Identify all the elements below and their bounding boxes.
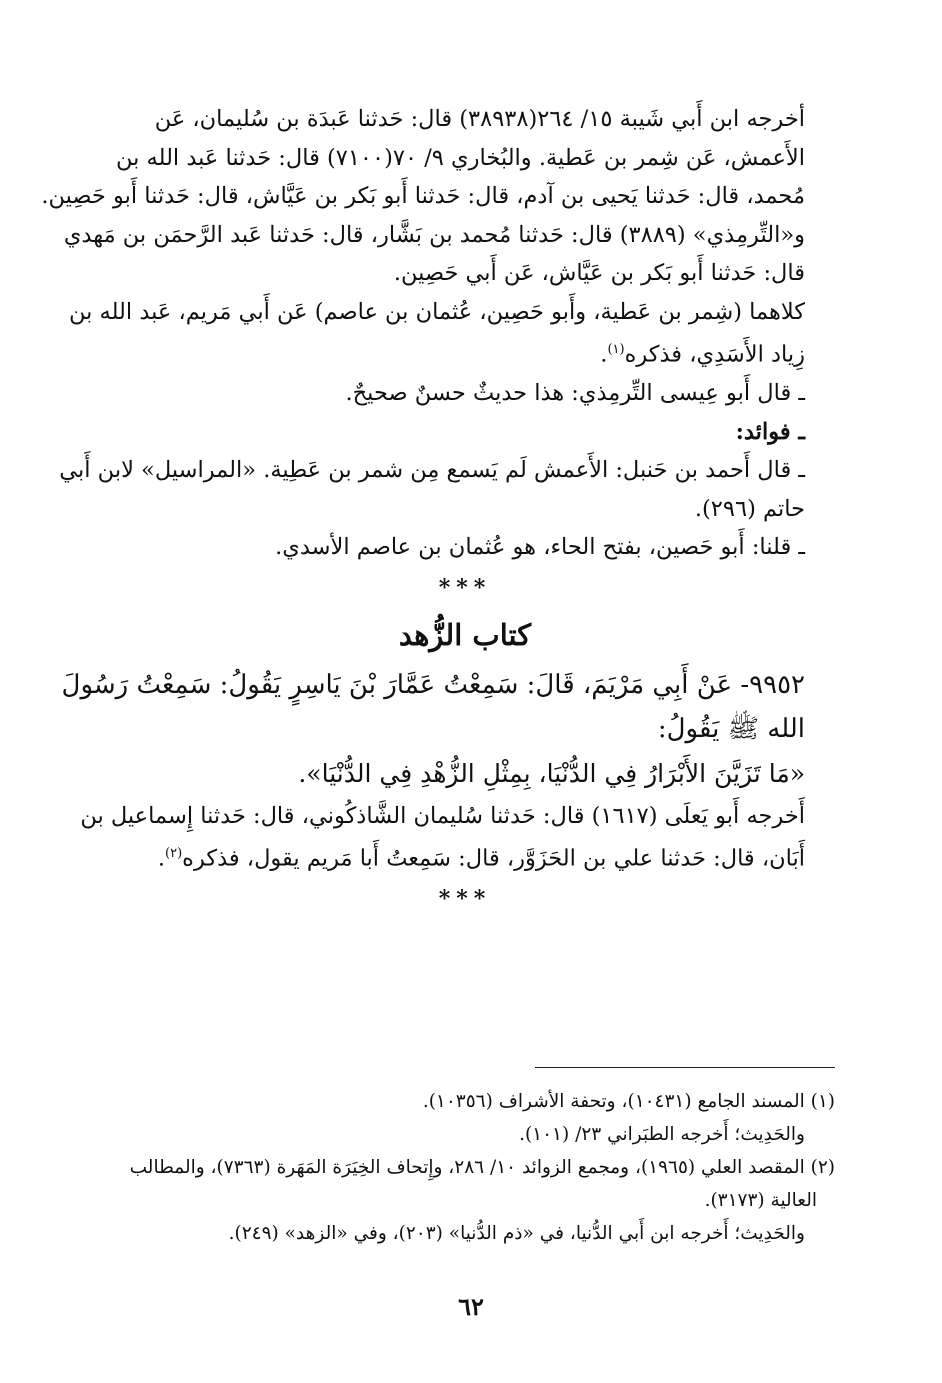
text-line: الله ﷺ يَقُولُ: — [657, 713, 805, 744]
paragraph-takhrij-2 — [80, 797, 835, 879]
chapter-title: كتاب الزُّهد — [398, 617, 532, 652]
footnote-ref-2: (٢) — [165, 846, 183, 861]
footnote-divider — [535, 1067, 835, 1068]
text-fragment: . — [157, 845, 166, 872]
text-fragment: أَبَان، قال: حَدثنا علي بن الحَزَوَّر، قال: سَمِعتُ أَبا مَريم يقول، فذكره — [182, 845, 805, 872]
footnote-line: والحَدِيث؛ أَخرجه ابن أَبي الدُّنيا، في «ذم الدُّنيا» (٢٠٣)، وفي «الزهد» (٢٤٩). — [228, 1223, 805, 1244]
text-fragment: . — [600, 341, 608, 368]
paragraph-kilahuma — [69, 293, 835, 375]
footnote-ref-1: (١) — [607, 342, 625, 357]
text-line: قال: حَدثنا أَبو بَكر بن عَيَّاش، عَن أَبي حَصِين. — [393, 260, 805, 286]
paragraph-takhrij-1 — [41, 100, 835, 293]
text-line: حاتم (٢٩٦). — [694, 495, 805, 522]
section-separator: *** — [438, 886, 492, 912]
text-line: ٩٩٥٢- عَنْ أَبِي مَرْيَمَ، قَالَ: سَمِعْتُ عَمَّارَ بْنَ يَاسِرٍ يَقُولُ: سَمِعْتُ رَسُولَ — [61, 669, 805, 700]
text-line: أَخرجه أَبو يَعلَى (١٦١٧) قال: حَدثنا سُليمان الشَّاذكُوني، قال: حَدثنا إِسماعيل بن — [80, 802, 805, 829]
text-line: و«التِّرمِذي» (٣٨٨٩) قال: حَدثنا مُحمد بن بَشَّار، قال: حَدثنا عَبد الرَّحمَن بن مَهدي — [63, 221, 805, 248]
paragraph-qulna: ـ قلنا: أَبو حَصين، بفتح الحاء، هو عُثمان بن عاصم الأسدي. — [275, 534, 805, 560]
text-line: كلاهما (شِمر بن عَطية، وأَبو حَصِين، عُثمان بن عاصم) عَن أَبي مَريم، عَبد الله بن — [69, 298, 805, 325]
footnotes — [95, 1085, 835, 1250]
footnote-line: العالية (٣١٧٣). — [704, 1190, 817, 1211]
text-line: مُحمد، قال: حَدثنا يَحيى بن آدم، قال: حَدثنا أَبو بَكر بن عَيَّاش، قال: حَدثنا أَبو حَصِين. — [41, 183, 805, 209]
page-number: ٦٢ — [458, 1292, 484, 1321]
footnote-line: (١) المسند الجامع (١٠٤٣١)، وتحفة الأشراف (١٠٣٥٦). — [422, 1091, 835, 1112]
page-body — [41, 100, 835, 918]
paragraph-ahmad — [59, 451, 835, 528]
text-line — [95, 835, 805, 878]
footnote-line: والحَدِيث؛ أَخرجه الطبَراني ٢٣/ (١٠١). — [519, 1124, 805, 1145]
fawaid-heading: ـ فوائد: — [735, 418, 805, 445]
text-line — [95, 331, 805, 374]
footnote-line: (٢) المقصد العلي (١٩٦٥)، ومجمع الزوائد ١٠/ ٢٨٦، وإِتحاف الخِيَرَة المَهَرة (٧٣٦٣)، والمطالب — [129, 1157, 835, 1178]
hadith-matn: «مَا تَزَيَّنَ الأَبْرَارُ فِي الدُّنْيَا، بِمِثْلِ الزُّهْدِ فِي الدُّنْيَا». — [298, 758, 805, 788]
text-line: ـ قال أَحمد بن حَنبل: الأَعمش لَم يَسمع مِن شمر بن عَطِية. «المراسيل» لابن أَبي — [59, 457, 805, 483]
text-fragment: زِياد الأَسَدِي، فذكره — [624, 341, 805, 368]
section-separator: *** — [438, 574, 492, 601]
hadith-isnad — [61, 663, 835, 751]
text-line: الأَعمش، عَن شِمر بن عَطية. والبُخاري ٩/ ٧٠(٧١٠٠) قال: حَدثنا عَبد الله بن — [116, 144, 805, 171]
tirmidhi-grading: ـ قال أَبو عِيسى التِّرمِذي: هذا حديثٌ حسنٌ صحيحٌ. — [345, 380, 805, 406]
text-line: أخرجه ابن أَبي شَيبة ١٥/ ٢٦٤(٣٨٩٣٨) قال: حَدثنا عَبدَة بن سُليمان، عَن — [154, 106, 805, 132]
